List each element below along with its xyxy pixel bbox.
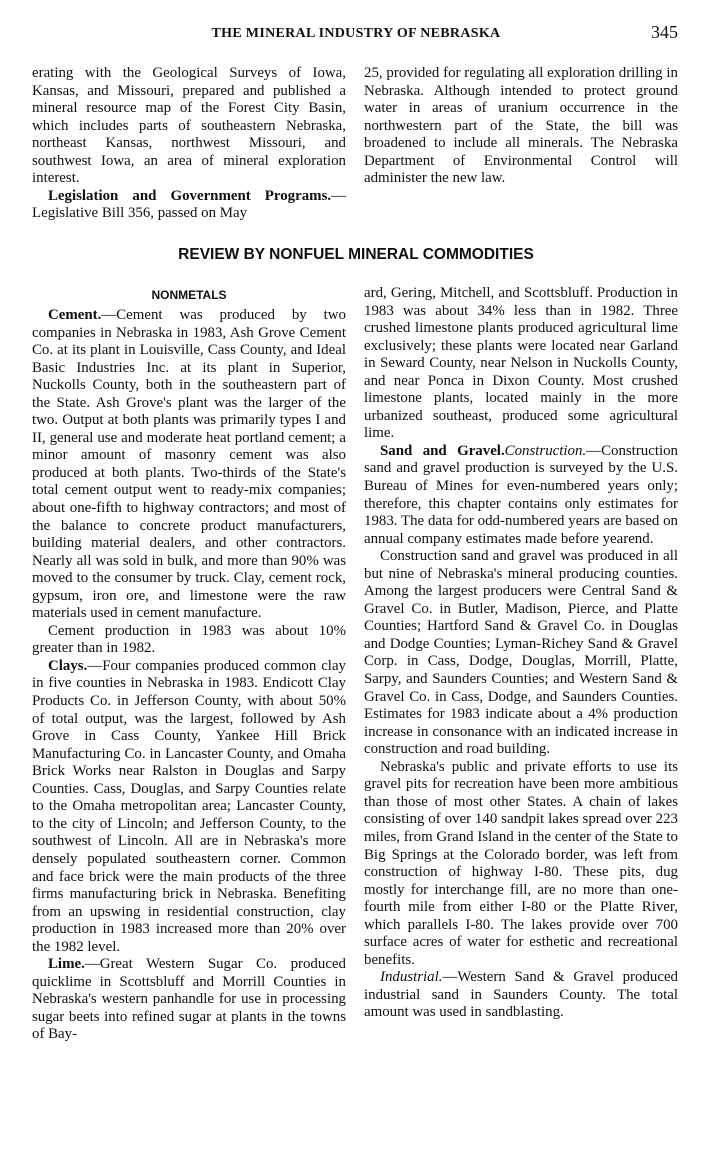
legislation-continued: 25, provided for regulating all exploration drilling in Nebraska. Although intended to protect ground water in areas of uranium occurrence in the northwestern part of the State, the bill was broadened to include all minerals. The Nebraska Department of Environmental Control will administer the new law.	[364, 65, 678, 187]
industrial-paragraph	[364, 969, 678, 1022]
legislation-heading: Legislation and Government Programs.	[48, 187, 332, 204]
industrial-heading: Industrial.	[380, 969, 443, 986]
intro-right-column	[364, 65, 678, 188]
sand-gravel-producers-paragraph: Construction sand and gravel was produced in all but nine of Nebraska's mineral producing counties. Among the largest producers were Central Sand & Gravel Co. in Butler, Madison, Pierce, and Platte Counties; Hartford Sand & Gravel Co. in Douglas and Dodge Counties; Lyman-Richey Sand & Gravel Corp. in Cass, Dodge, Douglas, Morrill, Platte, Sarpy, and Saunders Counties; and Western Sand & Gravel Co. in Cass, Dodge, and Saunders Counties. Estimates for 1983 indicate about a 4% production increase in consonance with an indicated increase in construction and road building.	[364, 548, 678, 758]
intro-paragraph: erating with the Geological Surveys of Iowa, Kansas, and Missouri, prepared and published a mineral resource map of the Forest City Basin, which includes parts of southeastern Nebraska, northeast Kansas, northwest Missouri, and southwest Iowa, an area of mineral exploration interest.	[32, 65, 346, 187]
page-number: 345	[651, 22, 678, 42]
clays-paragraph	[32, 658, 346, 956]
cement-paragraph	[32, 307, 346, 623]
sand-gravel-text: —Construction sand and gravel production is surveyed by the U.S. Bureau of Mines for even-numbered years only; therefore, this chapter contains only estimates for 1983. The data for odd-numbered years are based on annual company estimates made before yearend.	[364, 442, 678, 547]
main-right-column	[364, 285, 678, 1022]
sand-gravel-recreation-paragraph: Nebraska's public and private efforts to use its gravel pits for recreation have been more ambitious than those of most other States. A chain of lakes consisting of over 140 sandpit lakes spread over 223 miles, from Grand Island in the center of the State to Big Springs at the Colorado border, was left from construction of highway I-80. These pits, dug mostly for interchange fill, are no more than one-fourth mile from either I-80 or the Platte River, which parallels I-80. The lakes provide over 700 surface acres of water for esthetic and recreational benefits.	[364, 758, 678, 968]
lime-paragraph	[32, 956, 346, 1044]
legislation-text: —Legislative Bill 356, passed on May	[32, 187, 346, 222]
section-title: REVIEW BY NONFUEL MINERAL COMMODITIES	[178, 246, 534, 263]
clays-text: —Four companies produced common clay in five counties in Nebraska in 1983. Endicott Clay Products Co. in Jefferson County, with about 50% of total output, was the largest, followed by Ash Grove in Cass County, Yankee Hill Brick Manufacturing Co. in Lancaster County, and Omaha Brick Works near Ralston in Douglas and Sarpy Counties. Cass, Douglas, and Sarpy Counties relate to the Omaha metropolitan area; Lancaster County, to the city of Lincoln; and Jefferson County, to the southwest of Lincoln. All are in Nebraska's more densely populated southeastern corner. Common and face brick were the main products of the three firms manufacturing brick in Nebraska. Benefiting from an upswing in residential construction, clay production in 1983 increased more than 20% over the 1982 level.	[32, 657, 346, 955]
construction-subheading: Construction.	[504, 442, 587, 459]
main-left-column	[32, 285, 346, 1044]
cement-production-paragraph: Cement production in 1983 was about 10% greater than in 1982.	[32, 622, 346, 657]
lime-text: —Great Western Sugar Co. produced quicklime in Scottsbluff and Morrill Counties in Nebraska's western panhandle for use in processing sugar beets into refined sugar at plants in the towns of Bay-	[32, 956, 346, 1043]
industrial-text: —Western Sand & Gravel produced industrial sand in Saunders County. The total amount was used in sandblasting.	[364, 969, 678, 1021]
sand-gravel-heading: Sand and Gravel.	[380, 442, 505, 459]
legislation-paragraph	[32, 188, 346, 223]
cement-text: —Cement was produced by two companies in Nebraska in 1983, Ash Grove Cement Co. at its plant in Louisville, Cass County, and Ideal Basic Industries Inc. at its plant in Superior, Nuckolls County, both in the southeastern part of the State. Ash Grove's plant was the larger of the two. Output at both plants was primarily types I and II, general use and moderate heat portland cement; a minor amount of masonry cement was also produced at both plants. Two-thirds of the State's total cement output went to ready-mix companies; about one-fifth to highway contractors; and most of the balance to concrete product manufacturers, building material dealers, and other contractors. Nearly all was sold in bulk, and more than 90% was moved to the consumer by truck. Clay, cement rock, gypsum, iron ore, and limestone were the raw materials used in cement manufacture.	[32, 307, 346, 622]
nonmetals-heading: NONMETALS	[151, 288, 227, 302]
intro-left-column	[32, 65, 346, 223]
lime-continued: ard, Gering, Mitchell, and Scottsbluff. Production in 1983 was about 34% less than in 1982. Three crushed limestone plants produced agricultural lime exclusively; these plants were located near Garland in Seward County, near Nelson in Nuckolls County, and near Ponca in Dixon County. Most crushed limestone plants, located mainly in the more urbanized southeast, produced some agricultural lime.	[364, 285, 678, 442]
sand-gravel-paragraph	[364, 443, 678, 548]
running-title: THE MINERAL INDUSTRY OF NEBRASKA	[211, 26, 501, 41]
running-header	[30, 22, 682, 48]
clays-heading: Clays.	[48, 657, 88, 674]
cement-heading: Cement.	[48, 307, 102, 323]
lime-heading: Lime.	[48, 956, 85, 973]
